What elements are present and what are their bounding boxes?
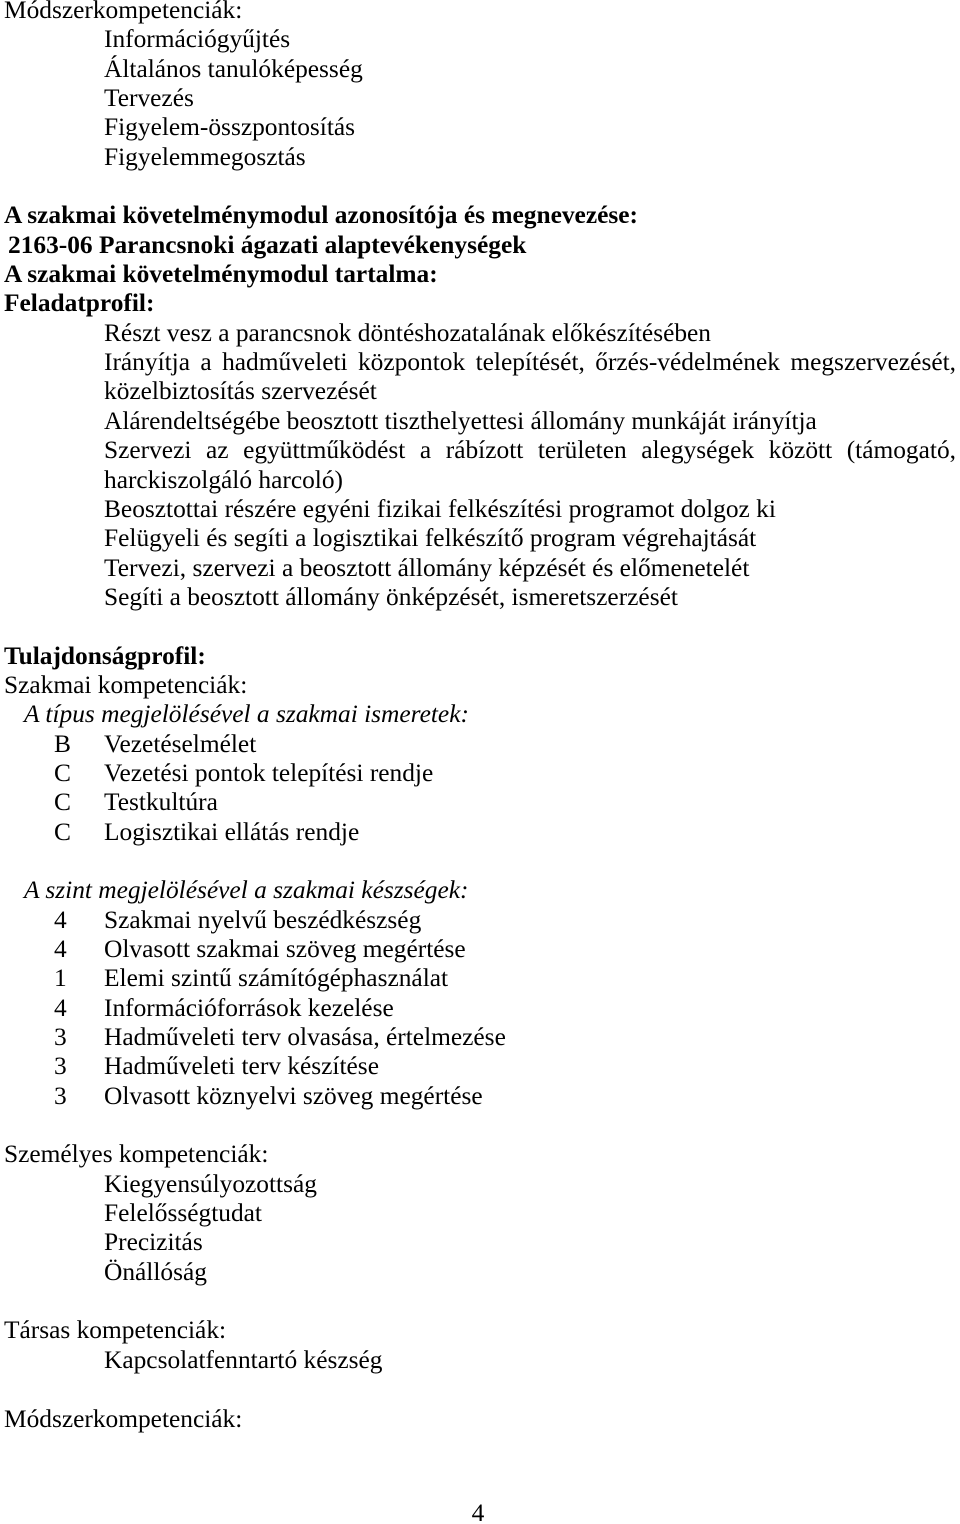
method-competency-item: Információgyűjtés (104, 25, 291, 54)
personal-competency-item: Precizitás (104, 1228, 203, 1257)
personal-competencies-heading: Személyes kompetenciák: (4, 1140, 269, 1169)
module-id-value: 2163-06 Parancsnoki ágazati alaptevékenységek (8, 230, 527, 259)
skill-label: Információforrások kezelése (104, 993, 394, 1022)
skill-level-code: 4 (54, 905, 67, 934)
property-profile-heading: Tulajdonságprofil: (4, 641, 206, 670)
skill-label: Olvasott köznyelvi szöveg megértése (104, 1081, 483, 1110)
skills-heading: A szint megjelölésével a szakmai készségek: (24, 876, 469, 905)
professional-competencies-heading: Szakmai kompetenciák: (4, 670, 248, 699)
knowledge-label: Testkultúra (104, 788, 218, 817)
knowledge-type-code: C (54, 788, 71, 817)
spacer (0, 1111, 960, 1140)
social-competency-item: Kapcsolatfenntartó készség (104, 1345, 383, 1374)
skill-item (0, 1023, 960, 1052)
knowledge-label: Logisztikai ellátás rendje (104, 817, 360, 846)
knowledge-item (0, 818, 960, 847)
knowledge-type-code: C (54, 817, 71, 846)
method-competency-item: Figyelemmegosztás (104, 142, 306, 171)
task-profile-item: Részt vesz a parancsnok döntéshozatalának előkészítésében (104, 318, 712, 347)
method-competency-item: Általános tanulóképesség (104, 54, 363, 83)
skill-label: Hadműveleti terv készítése (104, 1052, 379, 1081)
task-profile-item: Tervezi, szervezi a beosztott állomány képzését és előmenetelét (104, 553, 750, 582)
spacer (0, 1287, 960, 1316)
page-number: 4 (471, 1499, 485, 1524)
task-profile-item: Irányítja a hadműveleti központok telepítését, őrzés-védelmének megszervezését, közelbiztosítás szervezését (104, 348, 956, 406)
task-profile-item: Felügyeli és segíti a logisztikai felkészítő program végrehajtását (104, 524, 757, 553)
personal-competency-item: Kiegyensúlyozottság (104, 1169, 317, 1198)
knowledge-heading: A típus megjelölésével a szakmai ismeretek: (24, 700, 469, 729)
skill-item (0, 964, 960, 993)
skill-item (0, 994, 960, 1023)
skill-label: Szakmai nyelvű beszédkészség (104, 905, 422, 934)
knowledge-item (0, 788, 960, 817)
method-competencies-heading: Módszerkompetenciák: (4, 0, 243, 24)
spacer (0, 172, 960, 201)
task-profile-item: Alárendeltségébe beosztott tiszthelyettesi állomány munkáját irányítja (104, 406, 817, 435)
social-competencies-heading: Társas kompetenciák: (4, 1316, 227, 1345)
skill-label: Elemi szintű számítógéphasználat (104, 964, 449, 993)
spacer (0, 612, 960, 641)
module-content-heading: A szakmai követelménymodul tartalma: (4, 260, 438, 289)
skill-item (0, 935, 960, 964)
personal-competency-item: Önállóság (104, 1257, 207, 1286)
skill-label: Hadműveleti terv olvasása, értelmezése (104, 1023, 506, 1052)
spacer (0, 1375, 960, 1404)
knowledge-label: Vezetési pontok telepítési rendje (104, 758, 434, 787)
knowledge-type-code: B (54, 729, 71, 758)
skill-item (0, 906, 960, 935)
task-profile-item: Segíti a beosztott állomány önképzését, ismeretszerzését (104, 582, 678, 611)
skill-level-code: 4 (54, 935, 67, 963)
skill-level-code: 3 (54, 1081, 67, 1110)
module-id-heading: A szakmai követelménymodul azonosítója és megnevezése: (4, 201, 638, 230)
method-competency-item: Tervezés (104, 84, 194, 113)
personal-competency-item: Felelősségtudat (104, 1199, 262, 1228)
skill-label: Olvasott szakmai szöveg megértése (104, 935, 466, 963)
skill-item (0, 1052, 960, 1081)
knowledge-item (0, 730, 960, 759)
spacer (0, 847, 960, 876)
method-competencies-heading: Módszerkompetenciák: (4, 1404, 243, 1433)
skill-level-code: 3 (54, 1023, 67, 1052)
skill-level-code: 4 (54, 993, 67, 1022)
knowledge-label: Vezetéselmélet (104, 729, 257, 758)
skill-level-code: 3 (54, 1052, 67, 1081)
task-profile-item: Szervezi az együttműködést a rábízott területen alegységek között (támogató, harckiszolgáló harcoló) (104, 436, 956, 494)
task-profile-item: Beosztottai részére egyéni fizikai felkészítési programot dolgoz ki (104, 494, 776, 523)
skill-level-code: 1 (54, 964, 67, 993)
method-competency-item: Figyelem-összpontosítás (104, 113, 356, 142)
knowledge-item (0, 759, 960, 788)
knowledge-type-code: C (54, 758, 71, 787)
skill-item (0, 1082, 960, 1111)
task-profile-heading: Feladatprofil: (4, 289, 155, 318)
